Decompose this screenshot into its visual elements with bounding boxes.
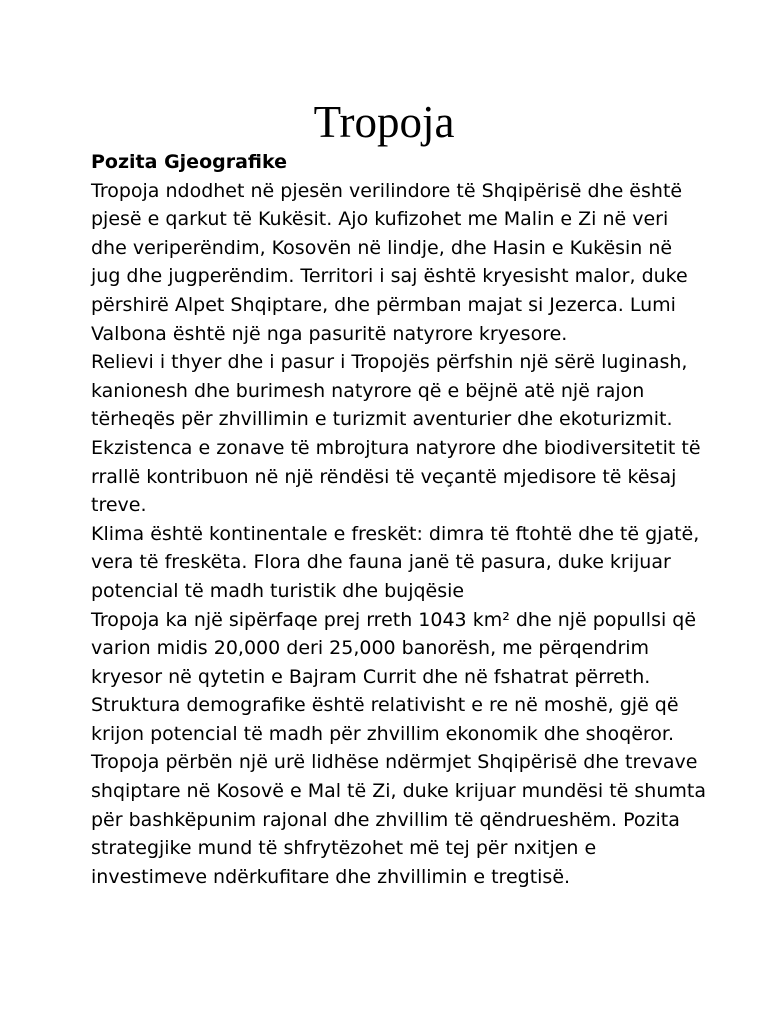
text-line: Ekzistenca e zonave të mbrojtura natyrore dhe biodiversitetit të bbox=[91, 436, 701, 459]
text-line: Tropoja ka një sipërfaqe prej rreth 1043 km² dhe një popullsi që bbox=[91, 608, 697, 631]
text-line: treve. bbox=[91, 494, 147, 517]
text-line: tërheqës për zhvillimin e turizmit aventurier dhe ekoturizmit. bbox=[91, 408, 673, 431]
document-body bbox=[91, 148, 706, 891]
text-line: vera të freskëta. Flora dhe fauna janë të pasura, duke krijuar bbox=[91, 551, 671, 574]
text-line: Relievi i thyer dhe i pasur i Tropojës përfshin një sërë luginash, bbox=[91, 351, 688, 374]
text-line: kryesor në qytetin e Bajram Currit dhe në fshatrat përreth. bbox=[91, 665, 651, 688]
text-line: dhe veriperëndim, Kosovën në lindje, dhe Hasin e Kukësin në bbox=[91, 236, 673, 259]
text-line: Tropoja ndodhet në pjesën verilindore të Shqipërisë dhe është bbox=[91, 179, 683, 202]
text-line: Valbona është një nga pasuritë natyrore kryesore. bbox=[91, 322, 568, 345]
text-line: jug dhe jugperëndim. Territori i saj është kryesisht malor, duke bbox=[91, 265, 688, 288]
body-text bbox=[91, 177, 706, 892]
section-heading: Pozita Gjeografike bbox=[91, 151, 288, 173]
text-line: rrallë kontribuon në një rëndësi të veçantë mjedisore të kësaj bbox=[91, 465, 677, 488]
text-line: përshirë Alpet Shqiptare, dhe përmban majat si Jezerca. Lumi bbox=[91, 293, 676, 316]
document-title: Tropoja bbox=[313, 97, 455, 147]
text-line: varion midis 20,000 deri 25,000 banorësh, me përqendrim bbox=[91, 637, 650, 660]
text-line: pjesë e qarkut të Kukësit. Ajo kufizohet me Malin e Zi në veri bbox=[91, 208, 669, 231]
text-line: për bashkëpunim rajonal dhe zhvillim të qëndrueshëm. Pozita bbox=[91, 808, 680, 831]
text-line: Klima është kontinentale e freskët: dimra të ftohtë dhe të gjatë, bbox=[91, 522, 700, 545]
text-line: strategjike mund të shfrytëzohet më tej për nxitjen e bbox=[91, 837, 597, 860]
text-line: krijon potencial të madh për zhvillim ekonomik dhe shoqëror. bbox=[91, 722, 675, 745]
text-line: Struktura demografike është relativisht e re në moshë, gjë që bbox=[91, 694, 679, 717]
text-line: potencial të madh turistik dhe bujqësie bbox=[91, 579, 465, 602]
text-line: Tropoja përbën një urë lidhëse ndërmjet Shqipërisë dhe trevave bbox=[91, 751, 698, 774]
text-line: shqiptare në Kosovë e Mal të Zi, duke krijuar mundësi të shumta bbox=[91, 780, 706, 803]
text-line: investimeve ndërkufitare dhe zhvillimin e tregtisë. bbox=[91, 865, 571, 888]
text-line: kanionesh dhe burimesh natyrore që e bëjnë atë një rajon bbox=[91, 379, 645, 402]
